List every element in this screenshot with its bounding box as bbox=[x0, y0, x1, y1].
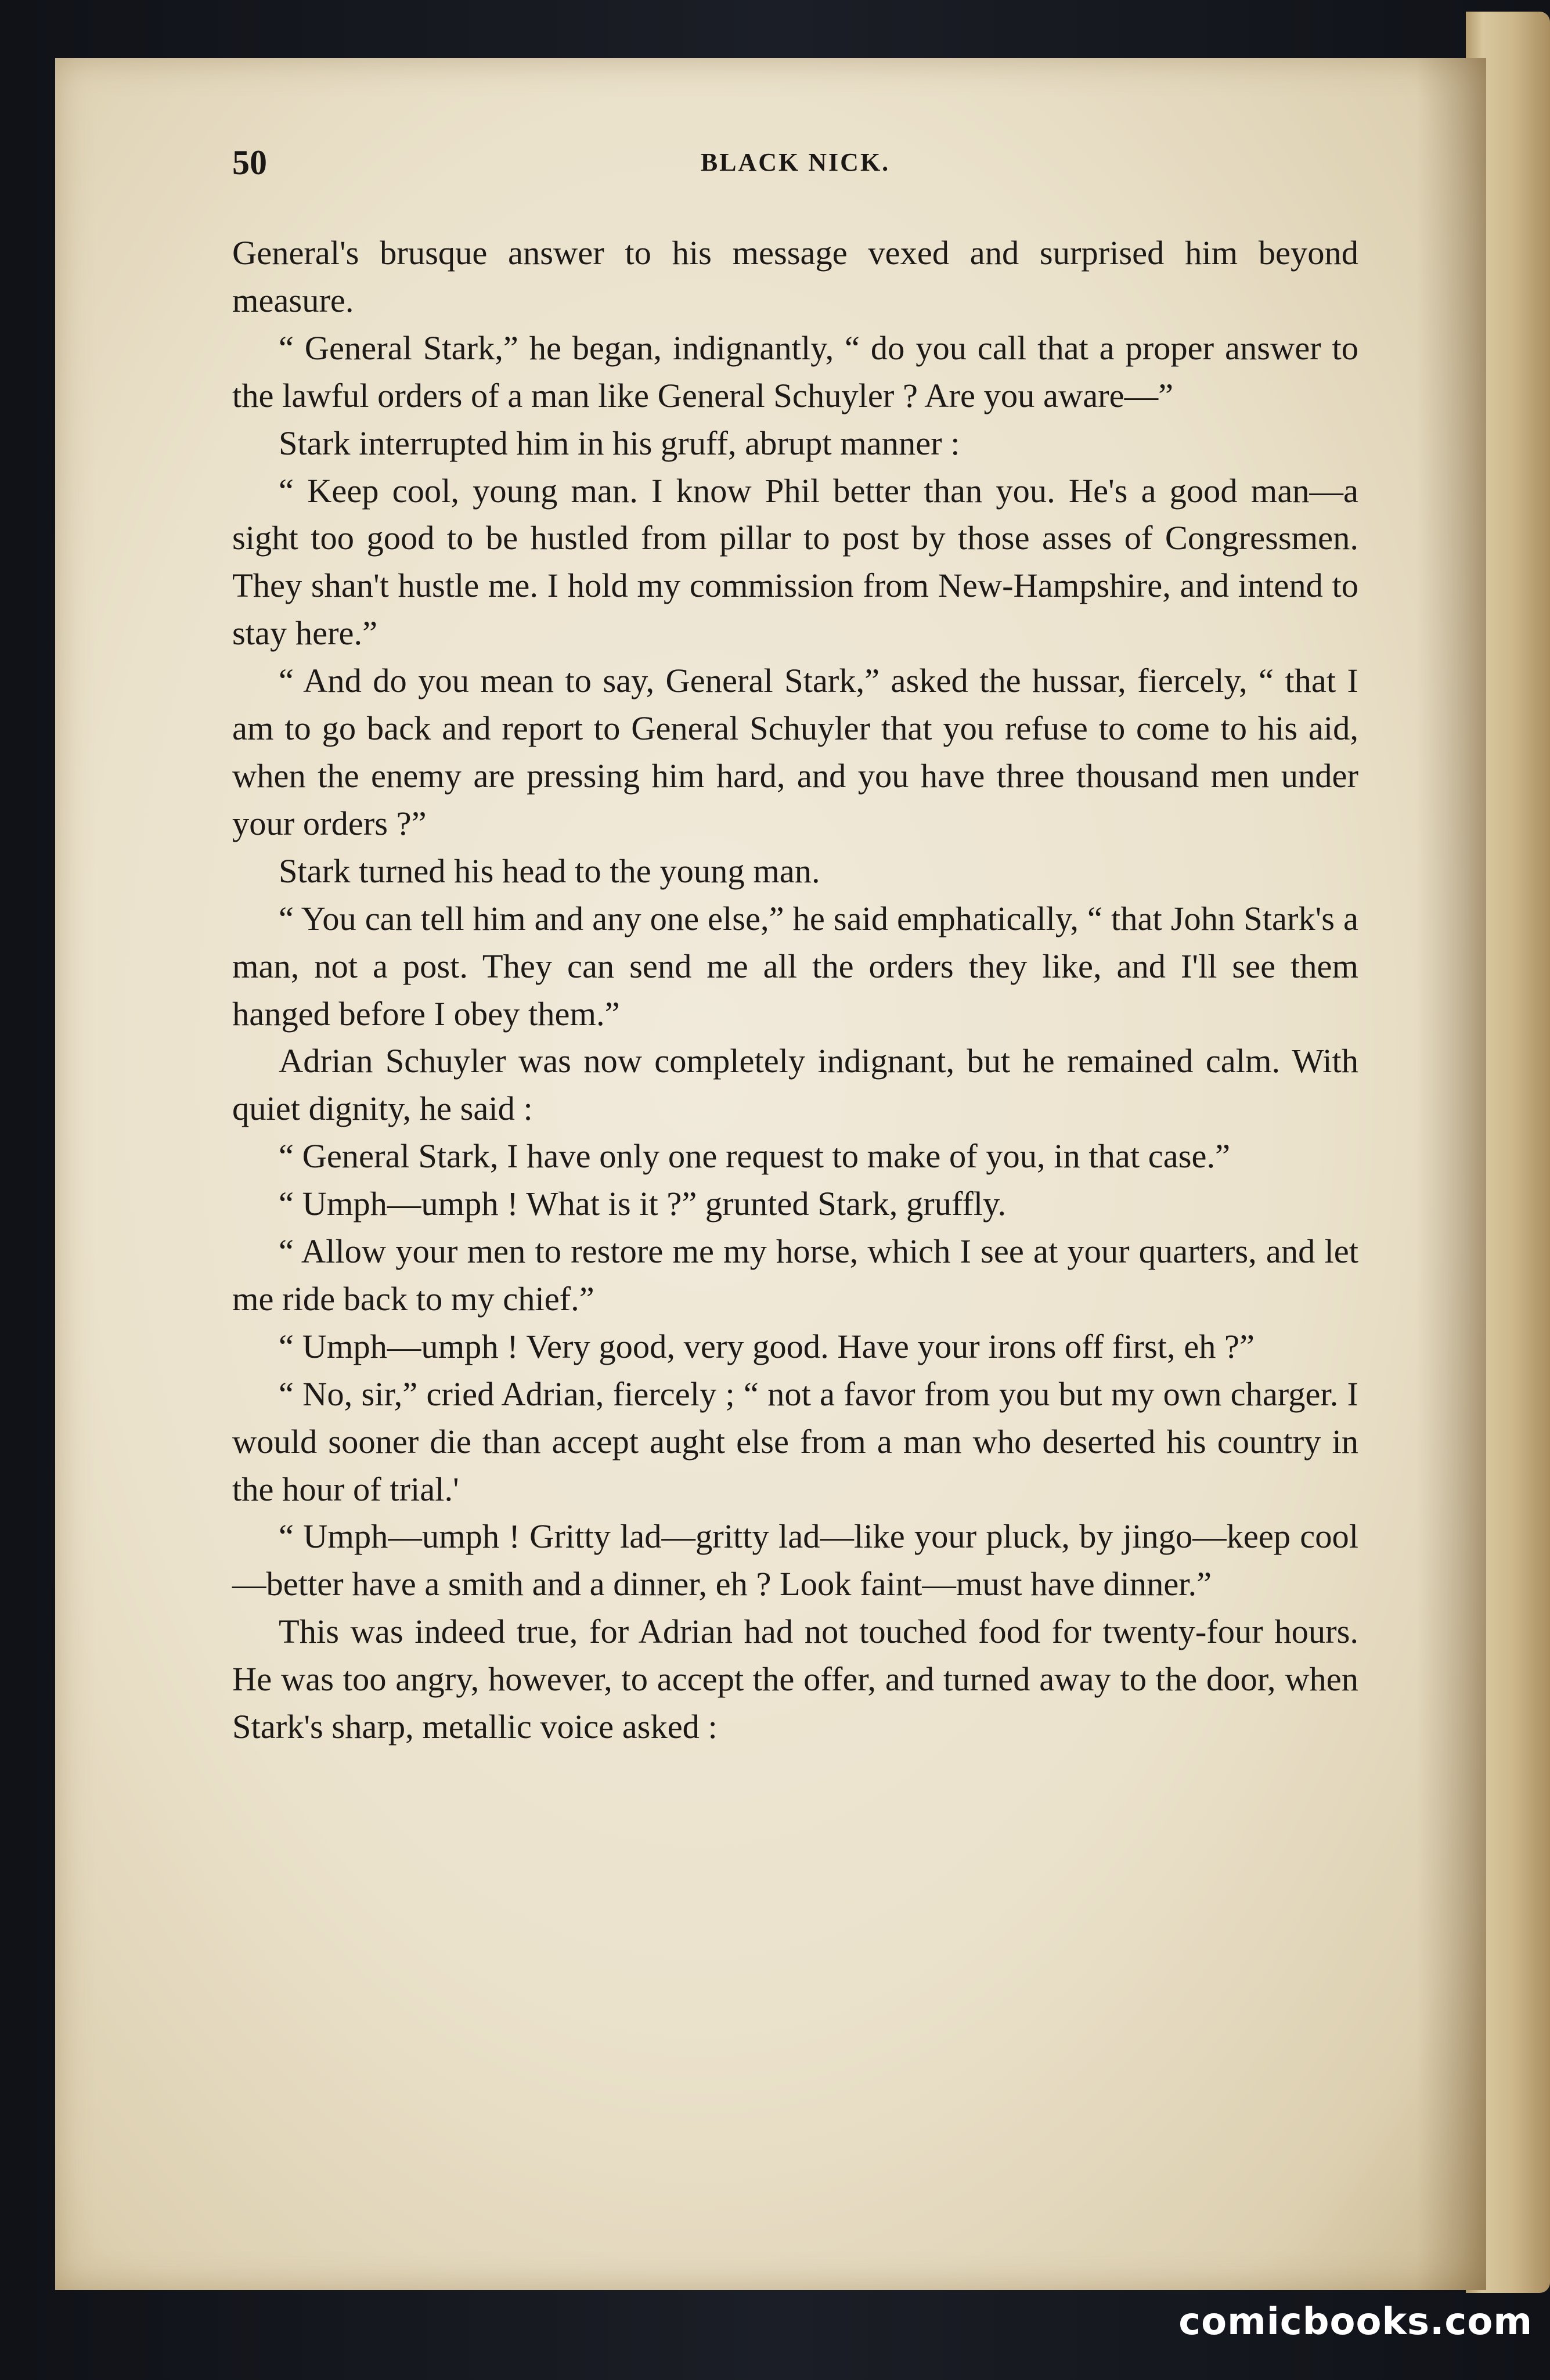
paragraph: “ General Stark,” he began, indignantly, “ do you call that a proper answer to the lawful orders of a man like General Schuyler ? Are you aware—” bbox=[232, 329, 1358, 414]
paragraph: “ Umph—umph ! What is it ?” grunted Stark, gruffly. bbox=[279, 1185, 1007, 1223]
page-header bbox=[232, 139, 1358, 186]
body-text bbox=[232, 229, 1358, 1751]
paragraph: Stark turned his head to the young man. bbox=[279, 852, 820, 890]
paragraph: “ Keep cool, young man. I know Phil better than you. He's a good man—a sight too good to be hustled from pillar to post by those asses of Congressmen. They shan't hustle me. I hold my commission from New-Hampshire, and intend to stay here.” bbox=[232, 471, 1358, 652]
paragraph: “ No, sir,” cried Adrian, fiercely ; “ not a favor from you but my own charger. I would sooner die than accept aught else from a man who deserted his country in the hour of trial.' bbox=[232, 1375, 1358, 1508]
running-head: BLACK NICK. bbox=[700, 148, 891, 176]
paragraph: Stark interrupted him in his gruff, abrupt manner : bbox=[279, 424, 960, 462]
paragraph: “ Umph—umph ! Very good, very good. Have your irons off first, eh ?” bbox=[279, 1327, 1255, 1365]
paragraph: This was indeed true, for Adrian had not touched food for twenty-four hours. He was too angry, however, to accept the offer, and turned away to the door, when Stark's sharp, metallic voice asked : bbox=[232, 1613, 1358, 1746]
paragraph: “ Allow your men to restore me my horse, which I see at your quarters, and let me ride back to my chief.” bbox=[232, 1232, 1358, 1318]
paragraph: “ And do you mean to say, General Stark,” asked the hussar, fiercely, “ that I am to go back and report to General Schuyler that you refuse to come to his aid, when the enemy are pressing him hard, and you have three thousand men under your orders ?” bbox=[232, 662, 1358, 842]
paragraph: “ General Stark, I have only one request to make of you, in that case.” bbox=[279, 1137, 1231, 1175]
paragraph: “ Umph—umph ! Gritty lad—gritty lad—like your pluck, by jingo—keep cool—better have a smith and a dinner, eh ? Look faint—must have dinner.” bbox=[232, 1517, 1358, 1603]
paragraph: General's brusque answer to his message vexed and surprised him beyond measure. bbox=[232, 234, 1358, 319]
page-gutter-shadow bbox=[1416, 58, 1486, 2290]
watermark: comicbooks.com bbox=[1178, 2300, 1533, 2343]
paragraph: Adrian Schuyler was now completely indignant, but he remained calm. With quiet dignity, he said : bbox=[232, 1042, 1358, 1128]
page-number: 50 bbox=[232, 143, 267, 182]
paragraph: “ You can tell him and any one else,” he said emphatically, “ that John Stark's a man, not a post. They can send me all the orders they like, and I'll see them hanged before I obey them.” bbox=[232, 899, 1358, 1033]
